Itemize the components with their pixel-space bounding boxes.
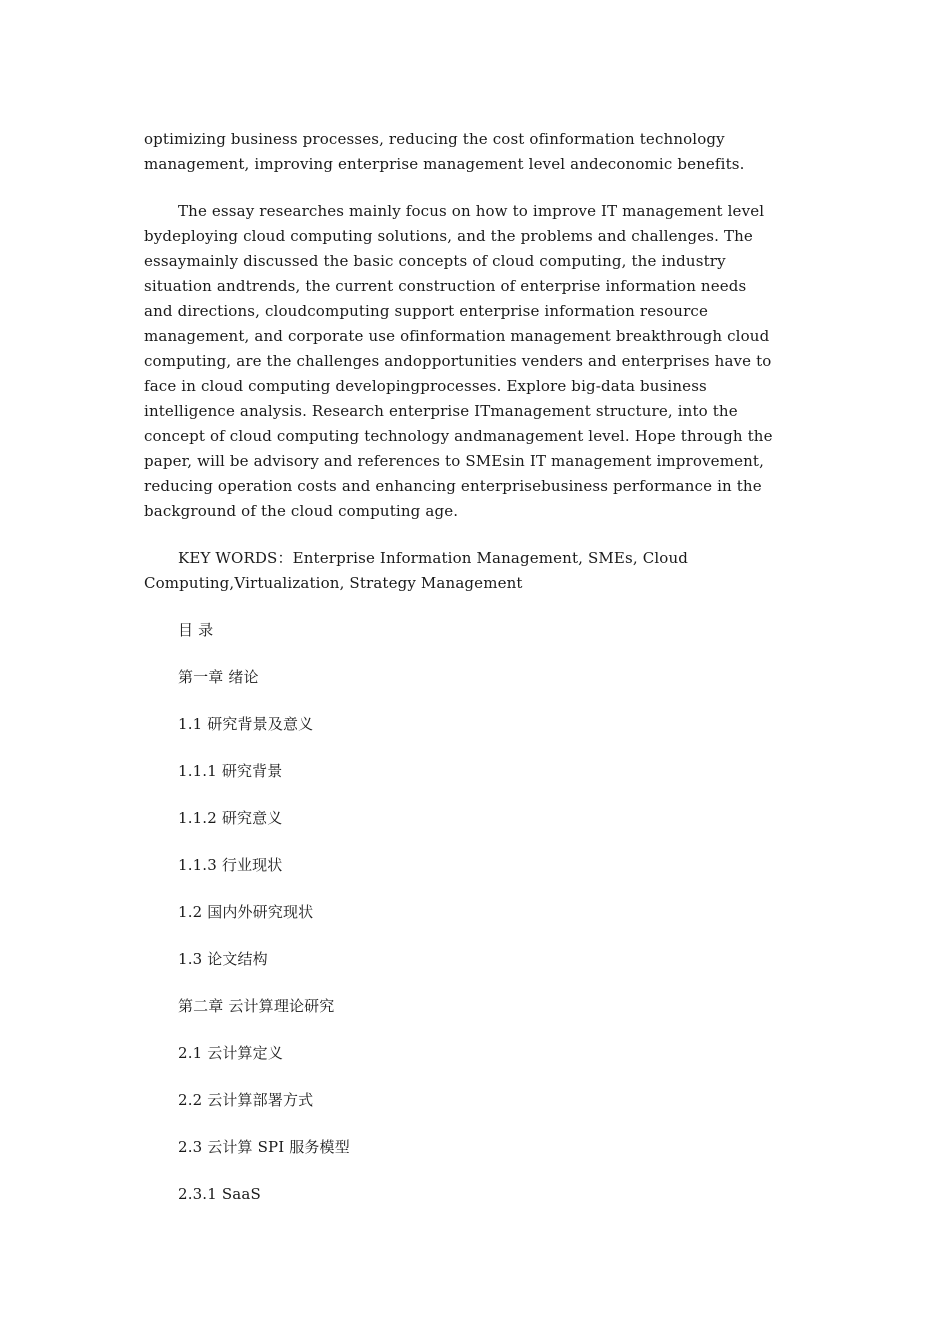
document-body [144, 127, 824, 1229]
toc-item: 1.2 国内外研究现状 [178, 903, 314, 921]
table-of-contents [144, 618, 824, 1207]
text-line: computing, are the challenges andopportunities venders and enterprises have to [144, 352, 772, 370]
keywords-line: Computing,Virtualization, Strategy Management [144, 574, 523, 592]
paragraph-keywords [144, 546, 824, 596]
keywords-line: KEY WORDS：Enterprise Information Management, SMEs, Cloud [178, 549, 689, 567]
text-line: management, improving enterprise management level andeconomic benefits. [144, 155, 745, 173]
toc-item: 1.1.3 行业现状 [178, 856, 283, 874]
text-line: The essay researches mainly focus on how to improve IT management level [178, 202, 765, 220]
text-line: bydeploying cloud computing solutions, and the problems and challenges. The [144, 227, 753, 245]
toc-item: 1.1 研究背景及意义 [178, 715, 314, 733]
toc-item: 2.3 云计算 SPI 服务模型 [178, 1138, 350, 1156]
text-line: optimizing business processes, reducing the cost ofinformation technology [144, 130, 725, 148]
toc-item: 2.3.1 SaaS [178, 1185, 261, 1203]
text-line: and directions, cloudcomputing support enterprise information resource [144, 302, 708, 320]
toc-item: 第二章 云计算理论研究 [178, 997, 335, 1015]
paragraph-abstract [144, 199, 824, 524]
toc-item: 1.1.1 研究背景 [178, 762, 283, 780]
toc-item: 1.1.2 研究意义 [178, 809, 283, 827]
text-line: background of the cloud computing age. [144, 502, 459, 520]
text-line: management, and corporate use ofinformation management breakthrough cloud [144, 327, 770, 345]
paragraph-continuation [144, 127, 824, 177]
text-line: essaymainly discussed the basic concepts of cloud computing, the industry [144, 252, 726, 270]
text-line: face in cloud computing developingprocesses. Explore big-data business [144, 377, 707, 395]
toc-item: 2.1 云计算定义 [178, 1044, 283, 1062]
toc-title: 目 录 [178, 621, 214, 639]
toc-item: 2.2 云计算部署方式 [178, 1091, 314, 1109]
text-line: reducing operation costs and enhancing enterprisebusiness performance in the [144, 477, 762, 495]
text-line: intelligence analysis. Research enterprise ITmanagement structure, into the [144, 402, 738, 420]
toc-item: 第一章 绪论 [178, 668, 259, 686]
text-line: paper, will be advisory and references to SMEsin IT management improvement, [144, 452, 765, 470]
toc-item: 1.3 论文结构 [178, 950, 268, 968]
text-line: concept of cloud computing technology andmanagement level. Hope through the [144, 427, 773, 445]
text-line: situation andtrends, the current construction of enterprise information needs [144, 277, 747, 295]
